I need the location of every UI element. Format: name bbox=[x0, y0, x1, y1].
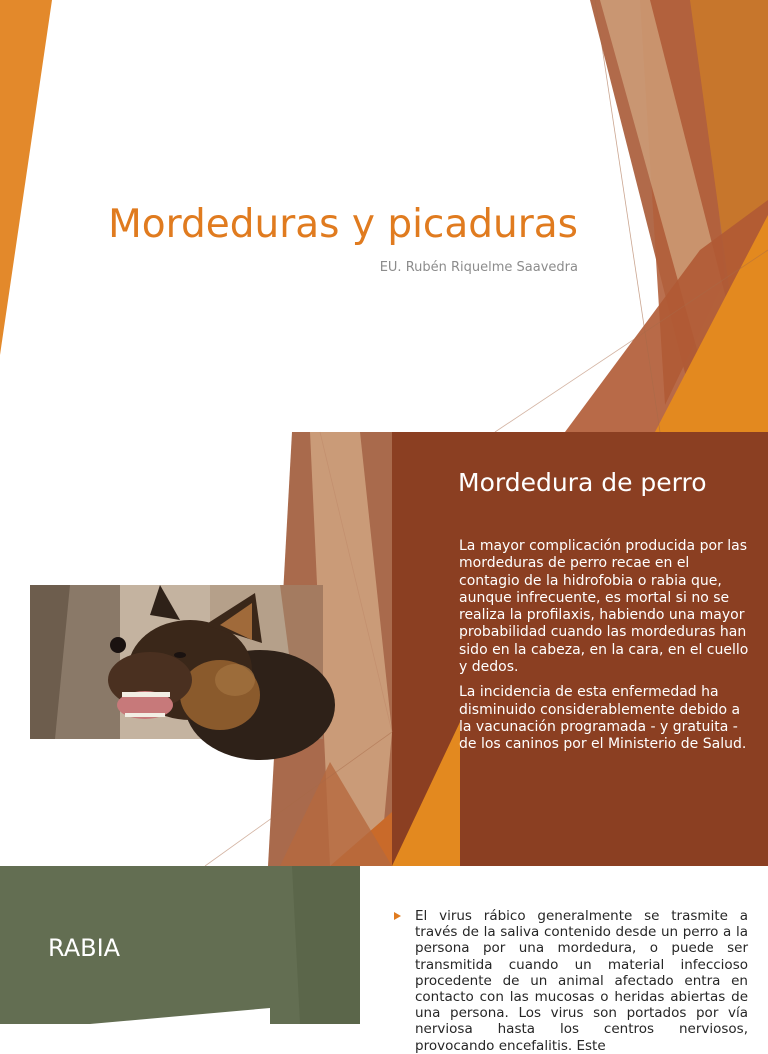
rabies-bullet-list bbox=[392, 908, 748, 1054]
rabies-bullet-item bbox=[392, 908, 748, 1054]
presentation-author: EU. Rubén Riquelme Saavedra bbox=[379, 260, 578, 275]
dog-photo bbox=[30, 585, 323, 739]
slide-dog-bite bbox=[0, 432, 768, 866]
barking-dog-image bbox=[30, 585, 323, 739]
rabies-title-panel bbox=[0, 866, 360, 1024]
dog-bite-title: Mordedura de perro bbox=[458, 468, 707, 497]
dog-bite-paragraph-2: La incidencia de esta enfermedad ha disminuido considerablemente debido a la vacunación programada - y gratuita - de los caninos por el Ministerio de Salud. bbox=[459, 684, 747, 753]
slide-rabies bbox=[0, 866, 768, 1054]
rabies-bullet-text: El virus rábico generalmente se trasmite a través de la saliva contenido desde un perro a la persona por una mordedura, o puede ser transmitida cuando un material infeccioso procedente de un animal afectado entra en contacto con las mucosas o heridas abiertas de una persona. Los virus son portados por vía nerviosa hasta los centros nerviosos, provocando encefalitis. Este bbox=[415, 908, 748, 1054]
presentation-title: Mordeduras y picaduras bbox=[108, 202, 578, 247]
bullet-arrow-icon bbox=[394, 912, 401, 920]
dog-bite-paragraph-1: La mayor complicación producida por las mordeduras de perro recae en el contagio de la hidrofobia o rabia que, aunque infrecuente, es mortal si no se realiza la profilaxis, habiendo una mayor probabilidad cuando las mordeduras han sido en la cabeza, en la cara, en el cuello y dedos. bbox=[459, 538, 749, 676]
slide-title bbox=[0, 0, 768, 432]
rabies-title: RABIA bbox=[48, 934, 121, 962]
dog-bite-body bbox=[459, 538, 751, 762]
